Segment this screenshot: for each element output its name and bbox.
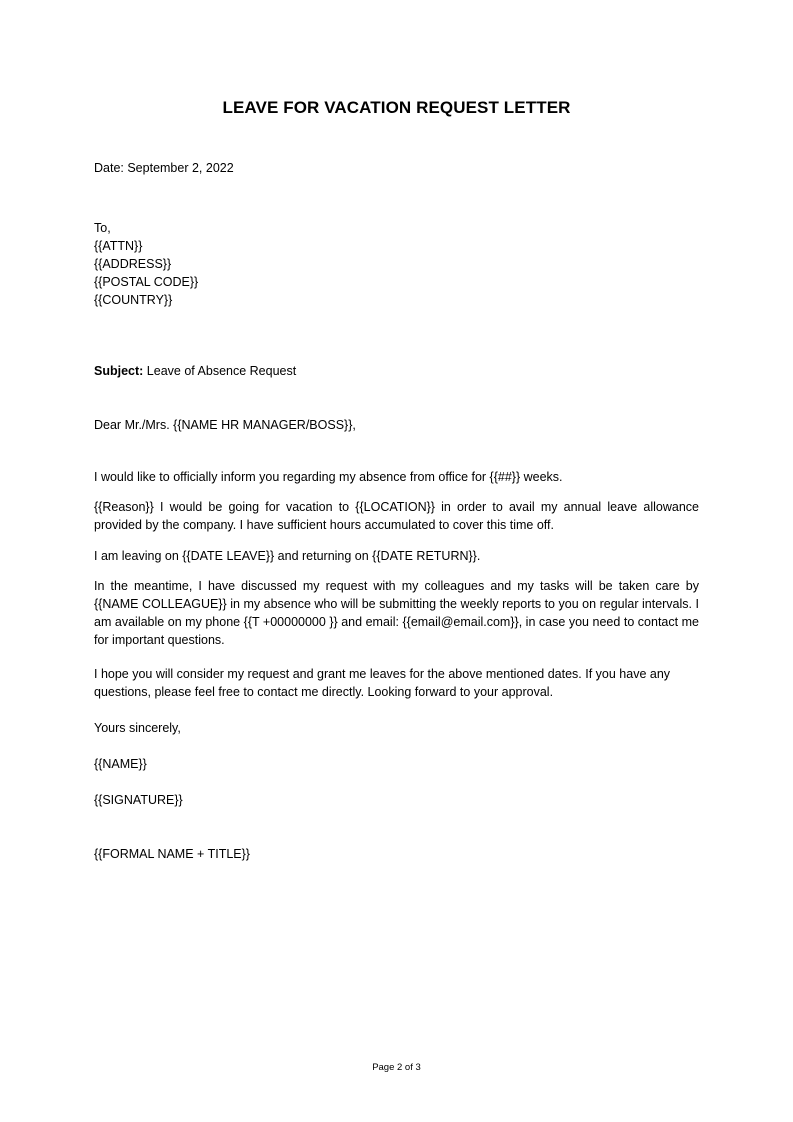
signature-name: {{NAME}} bbox=[94, 757, 147, 771]
subject-text: Leave of Absence Request bbox=[143, 364, 297, 378]
subject-line bbox=[94, 362, 699, 380]
greeting: Dear Mr./Mrs. {{NAME HR MANAGER/BOSS}}, bbox=[94, 418, 356, 432]
signature-formal-name: {{FORMAL NAME + TITLE}} bbox=[94, 847, 250, 861]
recipient-country: {{COUNTRY}} bbox=[94, 293, 173, 307]
body-paragraph-3: I am leaving on {{DATE LEAVE}} and returning on {{DATE RETURN}}. bbox=[94, 549, 481, 563]
recipient-address: {{ADDRESS}} bbox=[94, 257, 172, 271]
letter-title: LEAVE FOR VACATION REQUEST LETTER bbox=[222, 98, 571, 117]
date-line: Date: September 2, 2022 bbox=[94, 161, 234, 175]
body-paragraph-5: I hope you will consider my request and grant me leaves for the above mentioned dates. If you have any questions, please feel free to contact me directly. Looking forward to your approval. bbox=[94, 667, 671, 699]
signature-placeholder: {{SIGNATURE}} bbox=[94, 793, 183, 807]
subject-label: Subject: bbox=[94, 364, 144, 378]
recipient-attn: {{ATTN}} bbox=[94, 239, 143, 253]
body-paragraph-1: I would like to officially inform you regarding my absence from office for {{##}} weeks. bbox=[94, 470, 563, 484]
recipient-address-block bbox=[94, 219, 699, 309]
recipient-postal-code: {{POSTAL CODE}} bbox=[94, 275, 199, 289]
closing-line: Yours sincerely, bbox=[94, 721, 181, 735]
recipient-to: To, bbox=[94, 221, 111, 235]
body-paragraph-2: {{Reason}} I would be going for vacation to {{LOCATION}} in order to avail my annual leave allowance provided by the company. I have sufficient hours accumulated to cover this time off. bbox=[94, 500, 699, 532]
body-paragraph-4: In the meantime, I have discussed my request with my colleagues and my tasks will be taken care by {{NAME COLLEAGUE}} in my absence who will be submitting the weekly reports to you on regular intervals. I am available on my phone {{T +00000000 }} and email: {{email@email.com}}, in case you need to contact me for important questions. bbox=[94, 579, 699, 647]
page-number-footer: Page 2 of 3 bbox=[372, 1062, 421, 1073]
